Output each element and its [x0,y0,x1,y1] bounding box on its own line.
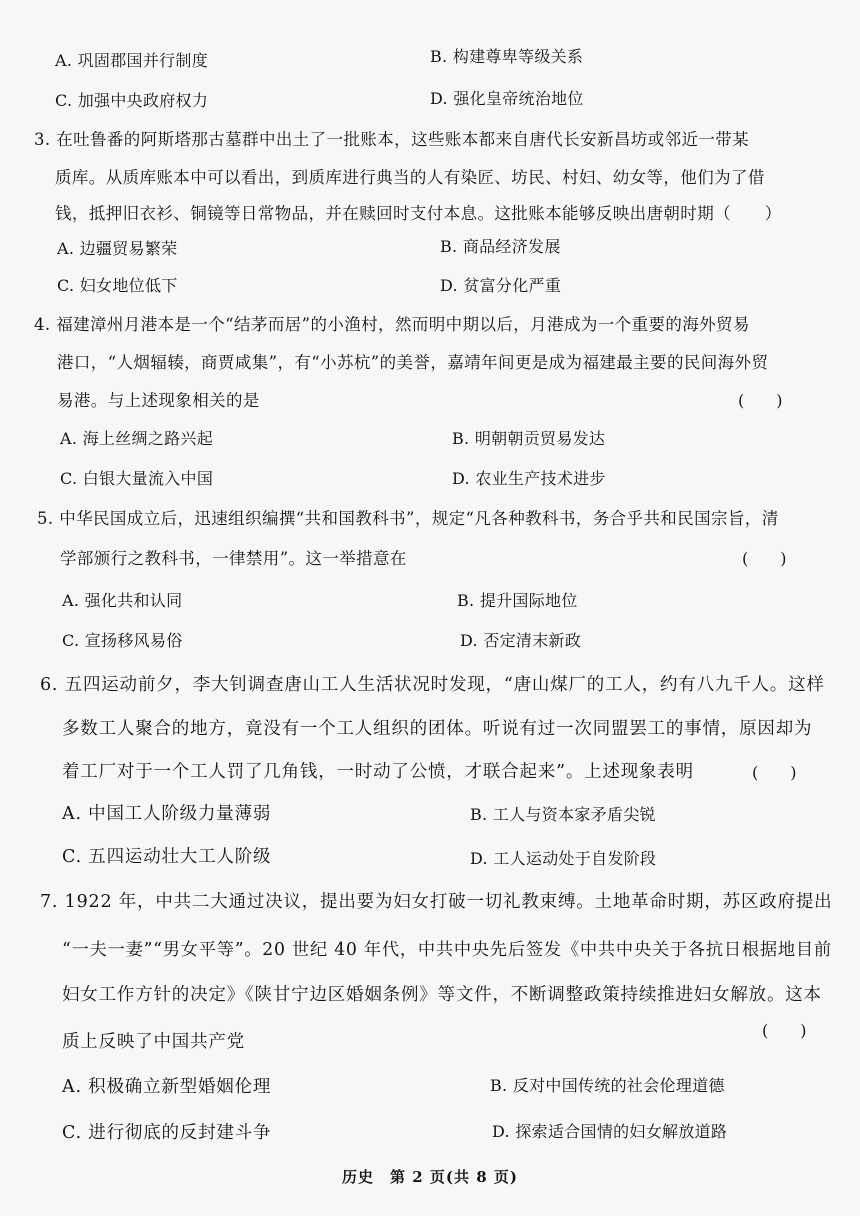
q3-stem-line-1: 3. 在吐鲁番的阿斯塔那古墓群中出土了一批账本，这些账本都来自唐代长安新昌坊或邻近一带某 [34,130,750,149]
q2-option-b: B. 构建尊卑等级关系 [430,47,584,66]
q7-option-a: A. 积极确立新型婚姻伦理 [62,1077,272,1097]
q3-stem-line-3: 钱，抵押旧衣衫、铜镜等日常物品，并在赎回时支付本息。这批账本能够反映出唐朝时期（ ） [55,204,782,223]
q7-stem-line-2: “一夫一妻”“男女平等”。20 世纪 40 年代，中共中央先后签发《中共中央关于各抗日根据地目前 [62,940,832,960]
q2-option-d: D. 强化皇帝统治地位 [430,89,584,108]
page-footer: 历史 第 2 页(共 8 页) [342,1168,518,1186]
q3-option-a: A. 边疆贸易繁荣 [57,239,178,258]
q4-stem-line-2: 港口，“人烟辐辏，商贾咸集”，有“小苏杭”的美誉，嘉靖年间更是成为福建最主要的民间海外贸 [57,353,769,372]
q4-option-a: A. 海上丝绸之路兴起 [60,429,214,448]
q2-option-a: A. 巩固郡国并行制度 [55,51,209,70]
q7-stem-line-4: 质上反映了中国共产党 [62,1032,245,1052]
q3-option-c: C. 妇女地位低下 [57,276,178,295]
q5-option-d: D. 否定清末新政 [460,631,582,650]
q4-option-b: B. 明朝朝贡贸易发达 [452,429,606,448]
q6-stem-line-1: 6. 五四运动前夕，李大钊调查唐山工人生活状况时发现，“唐山煤厂的工人，约有八九千人。这样 [40,675,825,695]
q5-option-a: A. 强化共和认同 [62,591,183,610]
q2-option-c: C. 加强中央政府权力 [55,91,209,110]
q5-stem-line-1: 5. 中华民国成立后，迅速组织编撰“共和国教科书”，规定“凡各种教科书，务合乎共和民国宗旨，清 [37,509,779,528]
q6-option-c: C. 五四运动壮大工人阶级 [62,847,272,867]
q4-answer-paren: ( ) [738,391,783,410]
q5-option-b: B. 提升国际地位 [457,591,578,610]
q4-option-c: C. 白银大量流入中国 [60,469,214,488]
q7-stem-line-3: 妇女工作方针的决定》《陕甘宁边区婚姻条例》等文件，不断调整政策持续推进妇女解放。这本 [62,985,822,1005]
q6-option-d: D. 工人运动处于自发阶段 [470,849,657,868]
q7-stem-line-1: 7. 1922 年，中共二大通过决议，提出要为妇女打破一切礼教束缚。土地革命时期，苏区政府提出 [40,892,833,912]
q7-option-c: C. 进行彻底的反封建斗争 [62,1123,272,1143]
q6-stem-line-3: 着工厂对于一个工人罚了几角钱，一时动了公愤，才联合起来”。上述现象表明 [62,762,694,782]
q4-stem-line-1: 4. 福建漳州月港本是一个“结茅而居”的小渔村，然而明中期以后，月港成为一个重要的海外贸易 [34,315,750,334]
q6-stem-line-2: 多数工人聚合的地方，竟没有一个工人组织的团体。听说有过一次同盟罢工的事情，原因却为 [62,719,813,739]
q7-option-b: B. 反对中国传统的社会伦理道德 [490,1076,725,1095]
q7-answer-paren: ( ) [762,1021,807,1040]
q3-option-b: B. 商品经济发展 [440,237,561,256]
q4-option-d: D. 农业生产技术进步 [452,469,606,488]
q6-option-b: B. 工人与资本家矛盾尖锐 [470,805,656,824]
q5-stem-line-2: 学部颁行之教科书，一律禁用”。这一举措意在 [60,549,407,568]
q5-answer-paren: ( ) [742,549,787,568]
q7-option-d: D. 探索适合国情的妇女解放道路 [492,1122,728,1141]
q5-option-c: C. 宣扬移风易俗 [62,631,183,650]
q4-stem-line-3: 易港。与上述现象相关的是 [57,391,260,410]
q6-answer-paren: ( ) [752,763,797,782]
q3-option-d: D. 贫富分化严重 [440,276,562,295]
q6-option-a: A. 中国工人阶级力量薄弱 [62,804,272,824]
q3-stem-line-2: 质库。从质库账本中可以看出，到质库进行典当的人有染匠、坊民、村妇、幼女等，他们为了借 [55,168,765,187]
